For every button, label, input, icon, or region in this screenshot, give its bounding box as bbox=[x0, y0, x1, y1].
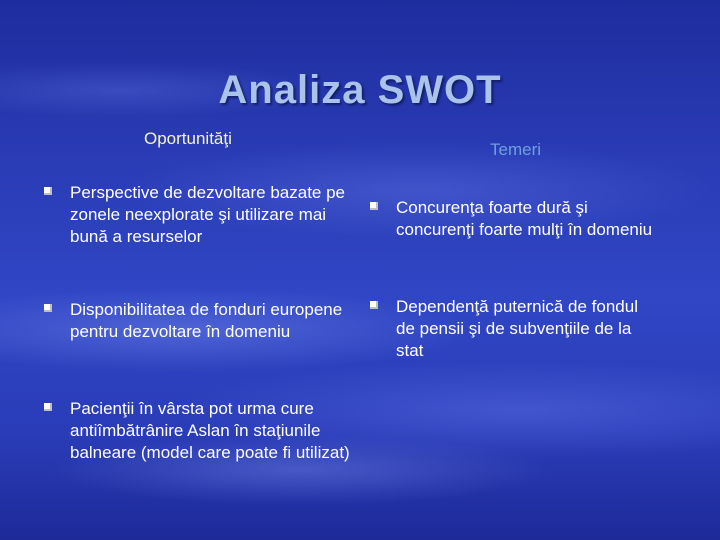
square-bullet-icon bbox=[44, 403, 52, 411]
threat-text: Concurenţa foarte dură şi concurenţi foarte mulţi în domeniu bbox=[396, 198, 653, 239]
threat-text: Dependenţă puternică de fondul de pensii şi de subvenţiile de la stat bbox=[396, 297, 638, 360]
opportunity-text: Disponibilitatea de fonduri europene pentru dezvoltare în domeniu bbox=[70, 300, 343, 341]
opportunity-text: Pacienţii în vârsta pot urma cure antiîmbătrânire Aslan în staţiunile balneare (model care poate fi utilizat) bbox=[70, 399, 350, 462]
opportunity-text: Perspective de dezvoltare bazate pe zonele neexplorate şi utilizare mai bună a resurselor bbox=[70, 183, 346, 246]
threats-heading: Temeri bbox=[490, 140, 542, 159]
square-bullet-icon bbox=[370, 202, 378, 210]
square-bullet-icon bbox=[44, 304, 52, 312]
square-bullet-icon bbox=[370, 301, 378, 309]
opportunities-heading: Oportunităţi bbox=[144, 129, 232, 148]
square-bullet-icon bbox=[44, 187, 52, 195]
slide-title: Analiza SWOT bbox=[218, 68, 502, 112]
